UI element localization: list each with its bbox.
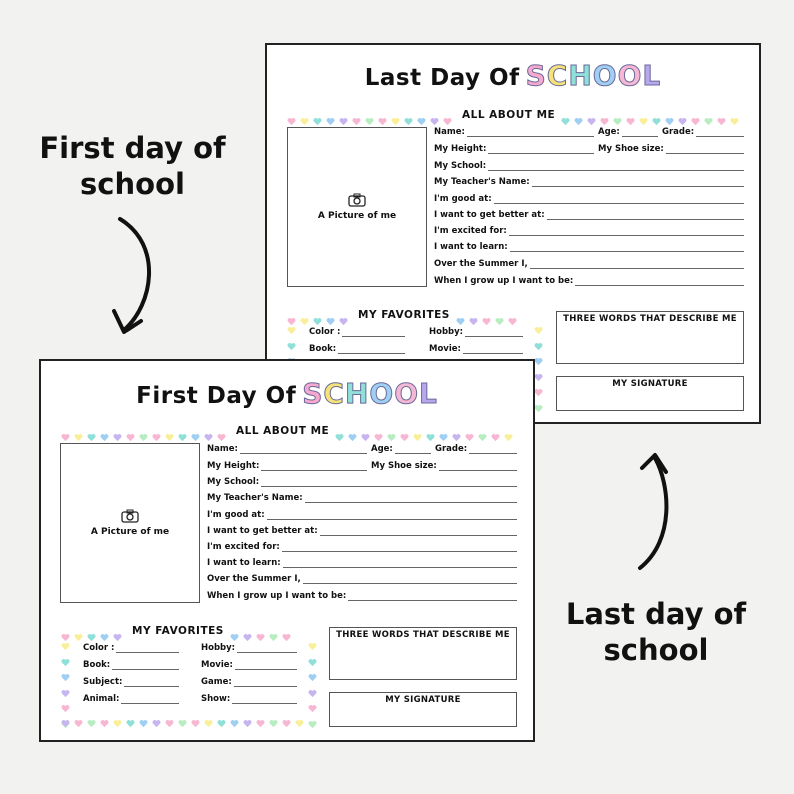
camera-icon: [348, 193, 366, 207]
heart-icon: [352, 111, 361, 120]
heart-icon: [61, 713, 70, 722]
fav-animal-field[interactable]: [83, 694, 179, 704]
heart-icon: [204, 427, 213, 436]
fav-book-field[interactable]: [309, 344, 405, 354]
heart-icon: [326, 311, 335, 320]
fav-show-field[interactable]: [201, 694, 297, 704]
shoe-size-field[interactable]: [598, 144, 744, 154]
grow-up-field[interactable]: [434, 276, 744, 286]
heart-icon-column: [534, 320, 543, 413]
fav-movie-label: Movie:: [201, 660, 233, 670]
school-field[interactable]: [434, 161, 744, 171]
grade-label: Grade:: [662, 127, 695, 137]
heart-icon: [652, 111, 661, 120]
heart-icon-row: [456, 305, 521, 324]
heart-icon: [74, 627, 83, 636]
heart-icon: [639, 111, 648, 120]
summer-field[interactable]: [207, 574, 517, 584]
heart-icon: [378, 111, 387, 120]
fav-game-field[interactable]: [201, 677, 297, 687]
teacher-label: My Teacher's Name:: [434, 177, 530, 187]
three-words-heading: THREE WORDS THAT DESCRIBE ME: [558, 314, 742, 324]
title-school-word: SCHOOL: [525, 59, 662, 92]
fav-subject-label: Subject:: [83, 677, 123, 687]
picture-caption: A Picture of me: [90, 527, 170, 537]
heart-icon-row: [561, 105, 743, 124]
heart-icon: [534, 398, 543, 407]
fav-hobby-field[interactable]: [429, 327, 523, 337]
heart-icon: [139, 713, 148, 722]
heart-icon: [534, 351, 543, 360]
heart-icon-column: [308, 636, 317, 729]
heart-icon: [508, 311, 517, 320]
heart-icon: [339, 111, 348, 120]
heart-icon: [139, 427, 148, 436]
summer-label: Over the Summer I,: [207, 574, 301, 584]
fav-color-field[interactable]: [309, 327, 405, 337]
learn-field[interactable]: [434, 242, 744, 252]
better-at-label: I want to get better at:: [434, 210, 545, 220]
good-at-label: I'm good at:: [434, 194, 492, 204]
grow-up-field[interactable]: [207, 591, 517, 601]
heart-icon: [313, 111, 322, 120]
age-label: Age:: [371, 444, 393, 454]
better-at-label: I want to get better at:: [207, 526, 318, 536]
excited-field[interactable]: [207, 542, 517, 552]
heart-icon: [61, 652, 70, 661]
signature-heading: MY SIGNATURE: [607, 379, 693, 389]
heart-icon: [269, 713, 278, 722]
picture-box: [60, 443, 200, 603]
worksheet-first-day: [39, 359, 535, 742]
heart-icon: [465, 427, 474, 436]
heart-icon: [361, 427, 370, 436]
fav-book-label: Book:: [83, 660, 111, 670]
heart-icon: [61, 636, 70, 645]
heart-icon: [326, 111, 335, 120]
heart-icon: [504, 427, 513, 436]
heart-icon: [295, 713, 304, 722]
good-at-field[interactable]: [434, 194, 744, 204]
heart-icon: [574, 111, 583, 120]
good-at-field[interactable]: [207, 510, 517, 520]
heart-icon: [100, 713, 109, 722]
fav-game-label: Game:: [201, 677, 232, 687]
teacher-field[interactable]: [207, 493, 517, 503]
heart-icon: [243, 627, 252, 636]
heart-icon: [191, 427, 200, 436]
fav-subject-field[interactable]: [83, 677, 179, 687]
heart-icon: [61, 667, 70, 676]
heart-icon: [61, 698, 70, 707]
heart-icon: [339, 311, 348, 320]
heart-icon: [717, 111, 726, 120]
heart-icon: [534, 367, 543, 376]
all-about-me-heading-row: [287, 105, 743, 124]
heart-icon: [178, 713, 187, 722]
heart-icon: [704, 111, 713, 120]
heart-icon: [287, 336, 296, 345]
signature-box[interactable]: [329, 692, 517, 727]
fav-movie-label: Movie:: [429, 344, 461, 354]
page-title: [41, 377, 533, 410]
excited-label: I'm excited for:: [207, 542, 280, 552]
my-favorites-heading-row: [61, 621, 295, 640]
heart-icon: [430, 111, 439, 120]
heart-icon: [665, 111, 674, 120]
age-field[interactable]: [371, 444, 431, 454]
grade-field[interactable]: [662, 127, 744, 137]
heart-icon: [308, 698, 317, 707]
fav-show-label: Show:: [201, 694, 231, 704]
three-words-heading: THREE WORDS THAT DESCRIBE ME: [331, 630, 515, 640]
heart-icon: [426, 427, 435, 436]
heart-icon: [469, 311, 478, 320]
heart-icon: [269, 627, 278, 636]
school-label: My School:: [207, 477, 260, 487]
heart-icon: [100, 627, 109, 636]
heart-icon: [74, 427, 83, 436]
fav-book-label: Book:: [309, 344, 337, 354]
fav-animal-label: Animal:: [83, 694, 120, 704]
school-label: My School:: [434, 161, 487, 171]
heart-icon: [478, 427, 487, 436]
heart-icon: [400, 427, 409, 436]
title-school-word: SCHOOL: [302, 377, 438, 410]
title-prefix: First Day Of: [136, 383, 297, 409]
label-last-day: Last day of school: [565, 597, 747, 667]
heart-icon: [534, 320, 543, 329]
heart-icon: [282, 627, 291, 636]
heart-icon: [456, 311, 465, 320]
label-first-day: First day of school: [39, 131, 226, 201]
name-field[interactable]: [207, 444, 367, 454]
heart-icon: [391, 111, 400, 120]
heart-icon-row: [287, 105, 456, 124]
heart-icon: [308, 667, 317, 676]
curved-arrow-icon-down: [108, 215, 168, 340]
heart-icon: [348, 427, 357, 436]
summer-label: Over the Summer I,: [434, 259, 528, 269]
heart-icon: [256, 713, 265, 722]
heart-icon: [600, 111, 609, 120]
fav-color-label: Color :: [83, 643, 115, 653]
heart-icon: [87, 627, 96, 636]
heart-icon: [626, 111, 635, 120]
heart-icon: [374, 427, 383, 436]
heart-icon: [178, 427, 187, 436]
heart-icon: [191, 713, 200, 722]
heart-icon: [313, 311, 322, 320]
my-favorites-heading-row: [287, 305, 521, 324]
heart-icon: [230, 627, 239, 636]
heart-icon: [300, 311, 309, 320]
heart-icon: [308, 714, 317, 723]
heart-icon: [152, 427, 161, 436]
fav-book-field[interactable]: [83, 660, 179, 670]
heart-icon: [100, 427, 109, 436]
grade-label: Grade:: [435, 444, 468, 454]
camera-icon: [121, 509, 139, 523]
heart-icon: [308, 652, 317, 661]
name-label: Name:: [207, 444, 238, 454]
height-label: My Height:: [207, 461, 260, 471]
heart-icon: [534, 382, 543, 391]
fav-color-field[interactable]: [83, 643, 179, 653]
all-about-me-heading: ALL ABOUT ME: [236, 424, 330, 437]
heart-icon: [87, 427, 96, 436]
name-label: Name:: [434, 127, 465, 137]
heart-icon: [452, 427, 461, 436]
heart-icon: [417, 111, 426, 120]
height-field[interactable]: [207, 461, 367, 471]
learn-label: I want to learn:: [434, 242, 508, 252]
heart-icon: [561, 111, 570, 120]
heart-icon: [113, 427, 122, 436]
heart-icon: [217, 713, 226, 722]
heart-icon: [308, 636, 317, 645]
summer-field[interactable]: [434, 259, 744, 269]
heart-icon: [113, 713, 122, 722]
heart-icon: [282, 713, 291, 722]
heart-icon: [534, 336, 543, 345]
all-about-me-heading-row: [61, 421, 517, 440]
heart-icon: [204, 713, 213, 722]
height-label: My Height:: [434, 144, 487, 154]
heart-icon: [61, 683, 70, 692]
heart-icon: [730, 111, 739, 120]
age-label: Age:: [598, 127, 620, 137]
signature-box[interactable]: [556, 376, 744, 411]
better-at-field[interactable]: [207, 526, 517, 536]
grade-field[interactable]: [435, 444, 517, 454]
heart-icon-row: [61, 713, 308, 722]
excited-field[interactable]: [434, 226, 744, 236]
fav-movie-field[interactable]: [429, 344, 523, 354]
heart-icon: [587, 111, 596, 120]
curved-arrow-icon-up: [630, 450, 680, 575]
excited-label: I'm excited for:: [434, 226, 507, 236]
heart-icon-row: [335, 421, 517, 440]
fav-color-label: Color :: [309, 327, 341, 337]
all-about-me-heading: ALL ABOUT ME: [462, 108, 556, 121]
heart-icon: [443, 111, 452, 120]
my-favorites-heading: MY FAVORITES: [358, 308, 450, 321]
heart-icon: [387, 427, 396, 436]
heart-icon: [230, 713, 239, 722]
heart-icon: [126, 713, 135, 722]
heart-icon: [495, 311, 504, 320]
good-at-label: I'm good at:: [207, 510, 265, 520]
title-prefix: Last Day Of: [364, 65, 520, 91]
heart-icon: [491, 427, 500, 436]
teacher-label: My Teacher's Name:: [207, 493, 303, 503]
heart-icon: [613, 111, 622, 120]
picture-box: [287, 127, 427, 287]
heart-icon: [482, 311, 491, 320]
heart-icon: [152, 713, 161, 722]
school-field[interactable]: [207, 477, 517, 487]
heart-icon: [61, 427, 70, 436]
teacher-field[interactable]: [434, 177, 744, 187]
three-words-box[interactable]: [556, 311, 744, 364]
grow-up-label: When I grow up I want to be:: [434, 276, 574, 286]
heart-icon: [113, 627, 122, 636]
heart-icon: [87, 713, 96, 722]
shoe-size-label: My Shoe size:: [598, 144, 664, 154]
grow-up-label: When I grow up I want to be:: [207, 591, 347, 601]
heart-icon: [256, 627, 265, 636]
fav-movie-field[interactable]: [201, 660, 297, 670]
heart-icon: [300, 111, 309, 120]
fav-hobby-label: Hobby:: [429, 327, 464, 337]
heart-icon: [287, 320, 296, 329]
heart-icon: [243, 713, 252, 722]
age-field[interactable]: [598, 127, 658, 137]
name-field[interactable]: [434, 127, 594, 137]
fav-hobby-field[interactable]: [201, 643, 297, 653]
heart-icon: [335, 427, 344, 436]
signature-heading: MY SIGNATURE: [380, 695, 466, 705]
page-title: [267, 59, 759, 92]
picture-caption: A Picture of me: [317, 211, 397, 221]
heart-icon: [126, 427, 135, 436]
heart-icon: [365, 111, 374, 120]
heart-icon: [308, 683, 317, 692]
learn-field[interactable]: [207, 558, 517, 568]
heart-icon: [74, 713, 83, 722]
height-field[interactable]: [434, 144, 594, 154]
heart-icon: [165, 713, 174, 722]
heart-icon: [165, 427, 174, 436]
heart-icon: [404, 111, 413, 120]
learn-label: I want to learn:: [207, 558, 281, 568]
heart-icon-row: [230, 621, 295, 640]
my-favorites-heading: MY FAVORITES: [132, 624, 224, 637]
shoe-size-field[interactable]: [371, 461, 517, 471]
fav-hobby-label: Hobby:: [201, 643, 236, 653]
heart-icon: [217, 427, 226, 436]
better-at-field[interactable]: [434, 210, 744, 220]
heart-icon: [678, 111, 687, 120]
three-words-box[interactable]: [329, 627, 517, 680]
heart-icon: [439, 427, 448, 436]
heart-icon-row: [61, 421, 230, 440]
heart-icon: [413, 427, 422, 436]
shoe-size-label: My Shoe size:: [371, 461, 437, 471]
heart-icon: [691, 111, 700, 120]
heart-icon: [287, 111, 296, 120]
